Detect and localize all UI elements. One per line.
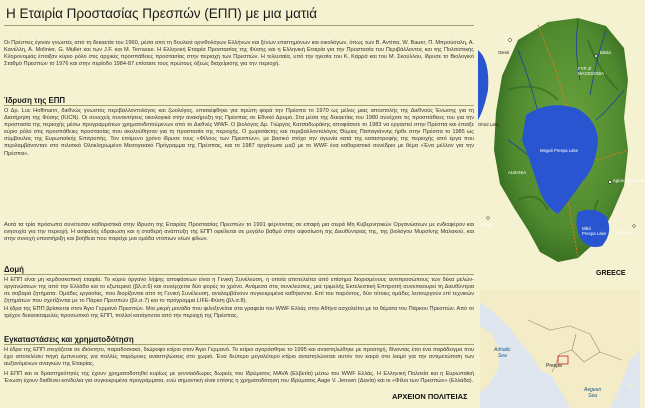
label-mikri-prespa: [582, 226, 606, 236]
label-prespa-inset: Prespa: [546, 363, 562, 369]
ohrid-lake: [478, 50, 488, 120]
label-greece: GREECE: [596, 270, 626, 277]
label-ohrid-lake: Ohrid Lake: [478, 122, 500, 127]
label-agios-germanos: Agios Germanos: [613, 178, 645, 183]
facilities-heading-rule: [4, 344, 474, 345]
facilities-paragraph-1: Η έδρα της ΕΠΠ στεγάζεται σε ιδιόκτητο, παραδοσιακό, διώροφο κτίριο στον Άγιο Γερμανό. Το κτίριο αγοράσθηκε το 1995 και αναστηλώθηκε με προσοχή, δίνοντας έτσι ένα παράδειγμα που έχει αποτελέσει πηγή έμπνευσης για πολλές παρόμοιες αναστηλώσεις στο χωριό. Ένα δεύτερο μεγαλύτερο κτίριο αναστηλώνεται αυτόν τον καιρό στο λαιμό για την αντιμετώπιση των αυξανόμενων αναγκών της Εταιρίας.: [4, 347, 474, 368]
label-albania: ALBANIA: [508, 170, 527, 175]
label-aegean-sea: [584, 388, 601, 399]
inset-island: [628, 384, 632, 388]
intro-paragraph: Οι Πρέσπες έγιναν γνωστές από τη δεκαετία του 1960, μέσα από τη δουλειά ορνιθολόγων Ελλήνων και ξένων επιστημόνων και οικολόγων, όπως των Β. Αντίπα, W. Bauer, Π. Μπρούσαλη, Α. Κανέλλη, Α. Molinier, G. Muller και των J.F. και M. Terrasse. Η Ελληνική Εταιρία Προστασίας της Φύσης και η Ελληνική Εταιρία για την Προστασία του Περιβάλλοντος και της Πολιτιστικής Κληρονομιάς έπαιξαν κύριο ρόλο στις αρχικές προσπάθειες προστασίας στην περιοχή των Πρεσπών. Η τελευταία, υπό την ηγεσία του Κ. Καρρά και του Μ. Σκούλλου, ίδρυσε το Βιολογικό Σταθμό Πρεσπών το 1976 και στην περίοδο 1984-87 επίσασε τους πρώτους όξεως διαχείρισης για την περιοχή.: [4, 40, 474, 68]
town-marker-agios: [609, 181, 612, 184]
label-adriatic-line2: Sea: [497, 352, 507, 359]
page-title: Η Εταιρία Προστασίας Πρεσπών (ΕΠΠ) με μια ματιά: [4, 6, 474, 26]
facilities-paragraph-2: Η ΕΠΠ και οι δραστηριότητές της έχουν χρηματοδοτηθεί κυρίως με γενναιόδωρες δωρεές του Ιδρύματος MAVA (Ελβετία) μέσω του WWF Ελλάς. Η Ελληνική Πολιτεία και η Ευρωπαϊκή Ένωση έχουν διαθέσει κονδύλια για συγκεκριμένα προγράμματα, ενώ σημαντική είναι επίσης η χρηματοδότηση του Ιδρύματος Aage V. Jensen (Δανία) και οι «Φίλοι των Πρεσπών» (Ελλάδα).: [4, 371, 474, 385]
label-bitola: Bitola: [600, 50, 611, 55]
label-korca: Korça: [480, 222, 492, 227]
founding-paragraph-2: Αυτά τα τρία πρόσωπα συνέτεσαν καθοριστικά στην ίδρυση της Εταιρίας Προστασίας Πρεσπών το 1991 φέρνοντας σε επαφή μια σειρά Μη Κυβερνητικών Οργανώσεων με ενδιαφέρον και ενησυχία για την περιοχή. Η ασφαλής έδραιωση και η σταθερή ανάπτυξη της ΕΠΠ οφείλεται σε μεγάλο βαθμό στην αφοσίωση της Διευθύντριας της, της βιολόγου Μυρσίνης Μαλακού, και στην συνεχή υποστήριξη και βοήθεια που παρείχε μια ομάδα ντόπιων νέων φίλων.: [4, 222, 474, 243]
label-otesti: Otesti: [498, 50, 510, 55]
structure-paragraph-2: Η έδρα της ΕΠΠ βρίσκεται στον Άγιο Γερμανό Πρεσπών. Μια μικρή μονάδα που φιλοξενείται στα γραφεία του WWF Ελλάς στην Αθήνα ασχολείται με τα θέματα του Πάρκου Πρεσπών. Από το τρέχον δεκαοκταμελές προσωπικό της ΕΠΠ, πολλοί κατάγονται από την περιοχή της Πρέσπας.: [4, 306, 474, 320]
town-marker-korca: [487, 217, 490, 220]
label-aegean-line2: Sea: [588, 392, 598, 399]
label-fyr-line2: MACEDONIA: [578, 71, 605, 76]
town-marker-north: [595, 55, 598, 58]
town-marker-florina: [633, 225, 636, 228]
label-aegean-line1: Aegean: [584, 387, 602, 393]
founding-heading-rule: [4, 105, 474, 106]
label-florina: Florina: [618, 230, 632, 235]
text-column: [4, 0, 474, 408]
structure-paragraph-1: Η ΕΠΠ είναι μη κερδοσκοπική εταιρία. Το κύριο όργανο λήψης αποφάσεων είναι η Γενική Συνέλευση, η οποία αποτελείται από επίσημα διορισμένους αντιπροσώπους των δέκα μελών-οργανώσεων της από την Ελλάδα και το εξωτερικό (βλ.σ.6) και συνέρχεται δύο φορές το χρόνο. Ανάμεσα στις συνελεύσεις, μια τριμελής Εκτελεστική Επιτροπή συνεπικουρεί τη Διευθύντρια σε σοβαρά ζητήματα. Ομάδες εργασίας, που διορίζονται από τη Γενική Συνέλευση, αναλαμβάνουν συγκεκριμένα καθήκοντα. Επί του παρόντος, δύο τέτοιες ομάδες λειτουργούν επί τεχνικών ζητημάτων που σχετίζονται με το Πάρκο Πρεσπών (βλ.σ.7) και το πρόγραμμα LIFE-Φύση (βλ.σ.8).: [4, 277, 474, 305]
inset-island: [616, 396, 619, 399]
label-adriatic-line1: Adriatic: [494, 347, 511, 353]
map-drawing: [478, 0, 640, 282]
label-fyr-macedonia: [578, 66, 604, 76]
label-fyr-line1: FYR of: [578, 66, 592, 71]
facilities-heading: Εγκαταστάσεις και χρηματοδότηση: [4, 335, 134, 344]
label-mikri-line2: Prespa Lake: [582, 231, 607, 236]
balkans-inset-map: [480, 290, 640, 408]
archive-credit: ΑΡΧΕΙΟΝ ΠΟΛΙΤΕΙΑΣ: [392, 392, 468, 401]
founding-paragraph-1: Ο Δρ. Luc Hoffmann, διεθνώς γνωστός περιβαλλοντολόγος και ζωολόγος, επισκέφθηκε για πρώτη φορά την Πρέσπα το 1970 ως μέλος μιας αποστολής της Διεθνούς Ένωσης για τη Διατήρηση της Φύσης (IUCN). Οι συνεχείς συναντήσεις οικολογικά στην ανακήρυξη της Πρέσπας σε Εθνικό Δρυμό. Στα μέσα της δεκαετίας του 1980 συνέχισε τις προσπάθειες του για την προστασία της περιοχής μέσω προγραμμάτων χρηματοδοτούμενων από το Διεθνές WWF. Ο βιολόγος Δρ. Γιώργος Κατσαδωράκης αποφάσισε το 1983 να εργαστεί στην Πρέσπα και έπαιξε κύριο ρόλο στις προσπάθειες προστασίας που ακολούθησαν για τη προστασία της περιοχής. Ο χωροτάκτης και περιβαλλοντολόγος Θύμιος Παπαγιάννης ήρθε στην Πρέσπα το 1985 ως σύμβουλος της Ευρωπαϊκής Επιτροπής. Τον επόμενο χρόνο ίδρυσε τους «Φίλους των Πρεσπών», με βασικό στόχο την αγωνία κατά της καταστροφής της περιοχής από έργα που περιλαμβάνονταν στο πιλοτικό Ολοκληρωμένο Μεσογειακό Πρόγραμμα της Πρέσπας, και το 1987 οργάνωσε μαζί με το WWF ένα καθοριστικό συνέδριο με θέμα «Ένα μέλλον για την Πρέσπα».: [4, 108, 474, 157]
inset-island: [606, 388, 610, 392]
label-mikri-line1: Mikri: [582, 226, 592, 231]
town-marker-otesti: [509, 39, 512, 42]
founding-heading: Ίδρυση της ΕΠΠ: [4, 96, 65, 105]
prespa-region-map: [478, 0, 645, 282]
label-megali-prespa: Megali Prespa Lake: [540, 148, 578, 153]
structure-heading: Δομή: [4, 265, 24, 274]
structure-heading-rule: [4, 274, 474, 275]
label-adriatic-sea: [494, 348, 511, 359]
